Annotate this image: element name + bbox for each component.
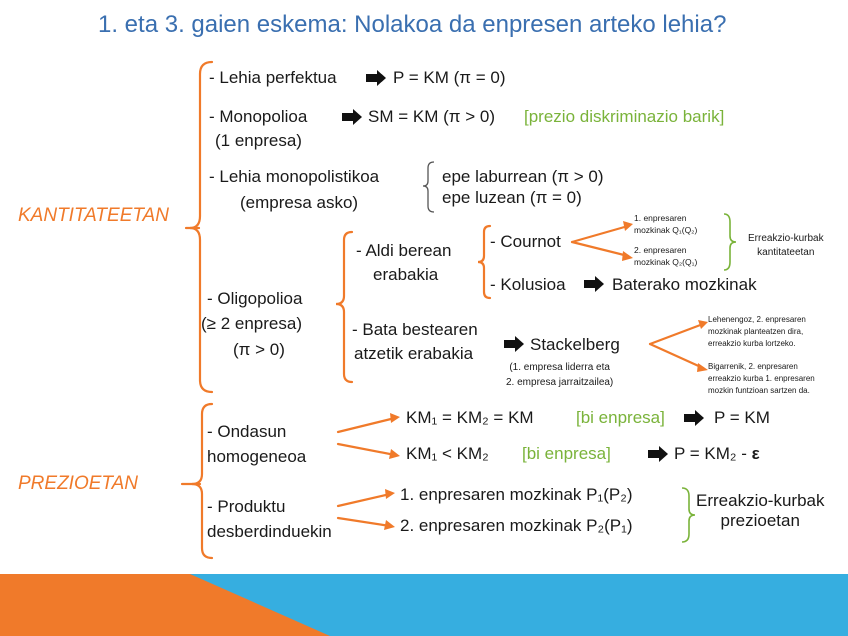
quantity-reaction-line1: Erreakzio-kurbak	[748, 233, 824, 244]
monopolistic-sublabel: (empresa asko)	[240, 193, 359, 212]
simultaneous-label: - Aldi berean	[356, 241, 452, 260]
equal-costs-result: P = KM	[714, 408, 770, 427]
stackelberg-note	[506, 361, 613, 390]
cournot-reaction-bracket	[724, 214, 736, 270]
equal-costs-note: [bi enpresa]	[576, 408, 665, 427]
homogeneous-arrow-down	[338, 444, 395, 455]
monopoly-label: - Monopolioa	[209, 107, 308, 126]
stackelberg-step-1	[708, 314, 806, 350]
price-reaction-bracket	[682, 488, 695, 542]
stackelberg-arrow-up	[650, 324, 703, 344]
stackelberg-step-2	[708, 361, 815, 397]
oligopoly-label: - Oligopolioa	[207, 289, 303, 308]
monopoly-sublabel: (1 enpresa)	[215, 131, 302, 150]
perfect-competition-label: - Lehia perfektua	[209, 68, 337, 87]
category-price: PREZIOETAN	[18, 473, 138, 494]
firm2-profit-text: 2. enpresaren mozkinak P₂(P₁)	[400, 516, 633, 535]
page-title: 1. eta 3. gaien eskema: Nolakoa da enpresen arteko lehia?	[98, 11, 727, 38]
cournot-arrow-down	[572, 242, 628, 256]
oligopoly-sublabel-profit: (π > 0)	[233, 340, 285, 359]
cournot-reaction-2-line2: mozkinak Q₂(Q₁)	[634, 257, 698, 268]
stackelberg-step-2-line3: mozkin funtzioan sartzen da.	[708, 386, 810, 395]
unequal-costs-note: [bi enpresa]	[522, 444, 611, 463]
long-run-text: epe luzean (π = 0)	[442, 188, 582, 207]
price-reaction-curves	[696, 491, 825, 530]
homogeneous-label: - Ondasun	[207, 422, 287, 441]
stackelberg-note-line1: (1. empresa liderra eta	[509, 362, 610, 373]
homogeneous-arrow-up	[338, 418, 395, 432]
unequal-costs-result-main: P = KM₂ -	[674, 444, 747, 463]
unequal-costs-result	[674, 444, 760, 464]
arrow-homogeneous-1	[684, 410, 704, 426]
differentiated-arrow-up	[338, 494, 390, 506]
sequential-sublabel: atzetik erabakia	[354, 344, 474, 363]
stackelberg-step-2-line2: erreakzio kurba 1. enpresaren	[708, 374, 815, 383]
arrow-homogeneous-2	[648, 446, 668, 462]
arrow-perfect	[366, 70, 386, 86]
arrow-monopoly	[342, 109, 362, 125]
short-run-text: epe laburrean (π > 0)	[442, 167, 604, 186]
homogeneous-sublabel: homogeneoa	[207, 447, 307, 466]
stackelberg-label: Stackelberg	[530, 335, 620, 354]
quantity-reaction-line2: kantitateetan	[757, 246, 815, 258]
oligopoly-bracket	[336, 232, 352, 382]
cournot-reaction-1	[634, 212, 697, 237]
price-reaction-line1: Erreakzio-kurbak	[696, 491, 825, 510]
sequential-label: - Bata bestearen	[352, 320, 478, 339]
stackelberg-step-1-line3: erreakzio kurba lortzeko.	[708, 339, 796, 348]
unequal-costs-equation: KM₁ < KM₂	[406, 444, 489, 463]
cournot-label: - Cournot	[490, 232, 561, 251]
joint-profit-text: Baterako mozkinak	[612, 275, 757, 294]
stackelberg-step-1-line2: mozkinak planteatzen dira,	[708, 327, 804, 336]
stackelberg-arrow-down	[650, 344, 703, 368]
differentiated-label: - Produktu	[207, 497, 286, 516]
cournot-reaction-2	[634, 244, 697, 269]
cournot-arrow-up	[572, 226, 628, 242]
simultaneous-bracket	[478, 226, 490, 298]
perfect-competition-result: P = KM (π = 0)	[393, 68, 506, 87]
arrow-collusion	[584, 276, 604, 292]
simultaneous-sublabel: erabakia	[373, 265, 439, 284]
monopoly-note: [prezio diskriminazio barik]	[524, 107, 725, 126]
monopolistic-bracket	[423, 162, 434, 212]
cournot-reaction-2-line1: 2. enpresaren	[634, 245, 687, 255]
differentiated-arrow-down	[338, 518, 390, 526]
epsilon-symbol: ε	[751, 444, 760, 463]
monopoly-result: SM = KM (π > 0)	[368, 107, 495, 126]
stackelberg-note-line2: 2. empresa jarraitzailea)	[506, 376, 614, 388]
arrow-stackelberg	[504, 336, 524, 352]
oligopoly-sublabel-count: (≥ 2 enpresa)	[201, 314, 302, 333]
category-quantity: KANTITATEETAN	[18, 205, 169, 226]
cournot-reaction-1-line2: mozkinak Q₁(Q₂)	[634, 225, 698, 236]
equal-costs-equation: KM₁ = KM₂ = KM	[406, 408, 534, 427]
quantity-reaction-curves	[748, 232, 824, 259]
monopolistic-label: - Lehia monopolistikoa	[209, 167, 380, 186]
firm1-profit-text: 1. enpresaren mozkinak P₁(P₂)	[400, 485, 633, 504]
stackelberg-step-2-line1: Bigarrenik, 2. enpresaren	[708, 362, 798, 371]
price-reaction-line2: prezioetan	[720, 510, 800, 530]
collusion-label: - Kolusioa	[490, 275, 566, 294]
differentiated-sublabel: desberdinduekin	[207, 522, 332, 541]
cournot-reaction-1-line1: 1. enpresaren	[634, 213, 687, 223]
stackelberg-step-1-line1: Lehenengoz, 2. enpresaren	[708, 315, 806, 324]
